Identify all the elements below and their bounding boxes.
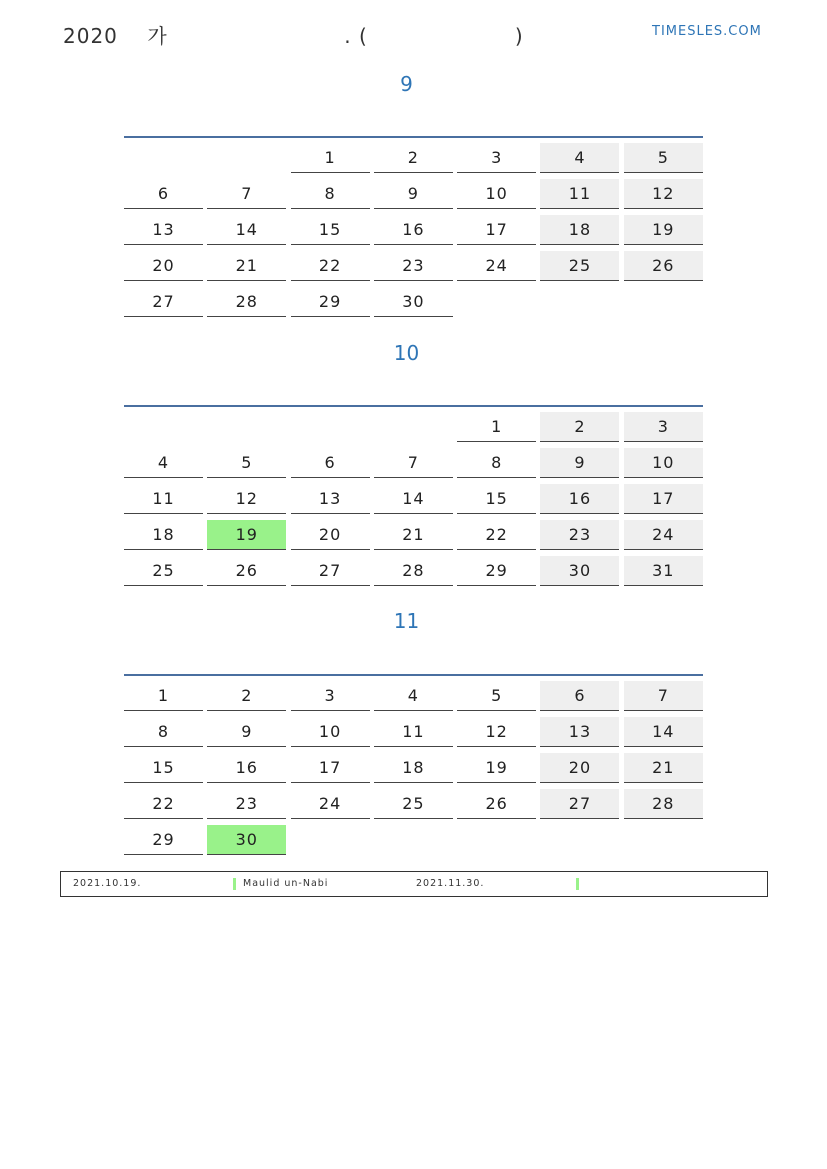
day-cell: 3 bbox=[291, 681, 370, 711]
day-cell: 25 bbox=[124, 556, 203, 586]
day-cell: 1 bbox=[291, 143, 370, 173]
day-cell: 14 bbox=[374, 484, 453, 514]
day-cell: 18 bbox=[374, 753, 453, 783]
weekend-day-cell: 30 bbox=[540, 556, 619, 586]
empty-day-cell bbox=[124, 412, 203, 442]
day-cell: 10 bbox=[457, 179, 536, 209]
empty-day-cell bbox=[624, 825, 703, 855]
day-cell: 17 bbox=[291, 753, 370, 783]
weekend-day-cell: 26 bbox=[624, 251, 703, 281]
day-cell: 5 bbox=[457, 681, 536, 711]
day-cell: 12 bbox=[207, 484, 286, 514]
weekend-day-cell: 5 bbox=[624, 143, 703, 173]
day-cell: 1 bbox=[124, 681, 203, 711]
weekend-day-cell: 25 bbox=[540, 251, 619, 281]
day-cell: 7 bbox=[207, 179, 286, 209]
page-title: 2020 가 . ( ) bbox=[63, 24, 524, 48]
day-cell: 16 bbox=[374, 215, 453, 245]
weekend-day-cell: 23 bbox=[540, 520, 619, 550]
day-cell: 8 bbox=[124, 717, 203, 747]
calendar-november bbox=[124, 674, 703, 861]
weekend-day-cell: 13 bbox=[540, 717, 619, 747]
weekend-day-cell: 7 bbox=[624, 681, 703, 711]
day-cell: 23 bbox=[207, 789, 286, 819]
day-cell: 28 bbox=[207, 287, 286, 317]
weekend-day-cell: 18 bbox=[540, 215, 619, 245]
empty-day-cell bbox=[207, 143, 286, 173]
weekend-day-cell: 11 bbox=[540, 179, 619, 209]
weekend-day-cell: 12 bbox=[624, 179, 703, 209]
holiday-legend bbox=[60, 871, 768, 897]
site-brand-link[interactable]: TIMESLES.COM bbox=[652, 24, 762, 39]
day-cell: 22 bbox=[457, 520, 536, 550]
weekend-day-cell: 20 bbox=[540, 753, 619, 783]
month-title-september: 9 bbox=[400, 72, 413, 96]
weekend-day-cell: 3 bbox=[624, 412, 703, 442]
day-cell: 21 bbox=[207, 251, 286, 281]
day-cell: 2 bbox=[374, 143, 453, 173]
holiday-color-swatch bbox=[233, 878, 236, 890]
day-cell: 13 bbox=[124, 215, 203, 245]
day-cell: 21 bbox=[374, 520, 453, 550]
day-cell: 13 bbox=[291, 484, 370, 514]
weekend-day-cell: 2 bbox=[540, 412, 619, 442]
day-cell: 24 bbox=[291, 789, 370, 819]
day-cell: 27 bbox=[291, 556, 370, 586]
day-cell: 24 bbox=[457, 251, 536, 281]
weekend-day-cell: 28 bbox=[624, 789, 703, 819]
day-cell: 29 bbox=[291, 287, 370, 317]
day-cell: 6 bbox=[291, 448, 370, 478]
weekend-day-cell: 14 bbox=[624, 717, 703, 747]
day-cell: 11 bbox=[124, 484, 203, 514]
month-title-october: 10 bbox=[393, 341, 420, 365]
day-cell: 5 bbox=[207, 448, 286, 478]
weekend-day-cell: 9 bbox=[540, 448, 619, 478]
legend-date-2: 2021.11.30. bbox=[416, 878, 485, 889]
day-cell: 25 bbox=[374, 789, 453, 819]
day-cell: 20 bbox=[124, 251, 203, 281]
day-cell: 26 bbox=[457, 789, 536, 819]
day-cell: 2 bbox=[207, 681, 286, 711]
day-cell: 19 bbox=[457, 753, 536, 783]
day-cell: 17 bbox=[457, 215, 536, 245]
day-cell: 30 bbox=[374, 287, 453, 317]
weekend-day-cell: 27 bbox=[540, 789, 619, 819]
weekend-day-cell: 21 bbox=[624, 753, 703, 783]
holiday-day-cell: 30 bbox=[207, 825, 286, 855]
day-cell: 12 bbox=[457, 717, 536, 747]
day-cell: 11 bbox=[374, 717, 453, 747]
weekend-day-cell: 4 bbox=[540, 143, 619, 173]
day-cell: 9 bbox=[207, 717, 286, 747]
day-cell: 14 bbox=[207, 215, 286, 245]
day-cell: 26 bbox=[207, 556, 286, 586]
day-cell: 3 bbox=[457, 143, 536, 173]
weekend-day-cell: 19 bbox=[624, 215, 703, 245]
day-cell: 18 bbox=[124, 520, 203, 550]
day-cell: 4 bbox=[124, 448, 203, 478]
weekend-day-cell: 24 bbox=[624, 520, 703, 550]
empty-day-cell bbox=[291, 825, 370, 855]
empty-day-cell bbox=[457, 287, 536, 317]
weekend-day-cell: 10 bbox=[624, 448, 703, 478]
day-cell: 7 bbox=[374, 448, 453, 478]
day-cell: 9 bbox=[374, 179, 453, 209]
day-cell: 22 bbox=[124, 789, 203, 819]
day-cell: 28 bbox=[374, 556, 453, 586]
calendar-october bbox=[124, 405, 703, 592]
holiday-day-cell: 19 bbox=[207, 520, 286, 550]
calendar-september bbox=[124, 136, 703, 323]
weekend-day-cell: 17 bbox=[624, 484, 703, 514]
empty-day-cell bbox=[291, 412, 370, 442]
day-cell: 23 bbox=[374, 251, 453, 281]
day-cell: 16 bbox=[207, 753, 286, 783]
day-cell: 8 bbox=[291, 179, 370, 209]
weekend-day-cell: 16 bbox=[540, 484, 619, 514]
legend-holiday-name-1: Maulid un-Nabi bbox=[243, 878, 329, 889]
day-cell: 15 bbox=[291, 215, 370, 245]
empty-day-cell bbox=[624, 287, 703, 317]
weekend-day-cell: 31 bbox=[624, 556, 703, 586]
day-cell: 15 bbox=[124, 753, 203, 783]
day-cell: 4 bbox=[374, 681, 453, 711]
month-title-november: 11 bbox=[393, 609, 420, 633]
day-cell: 6 bbox=[124, 179, 203, 209]
day-cell: 27 bbox=[124, 287, 203, 317]
day-cell: 15 bbox=[457, 484, 536, 514]
holiday-color-swatch bbox=[576, 878, 579, 890]
empty-day-cell bbox=[540, 287, 619, 317]
empty-day-cell bbox=[207, 412, 286, 442]
day-cell: 1 bbox=[457, 412, 536, 442]
day-cell: 8 bbox=[457, 448, 536, 478]
empty-day-cell bbox=[374, 412, 453, 442]
day-cell: 29 bbox=[457, 556, 536, 586]
day-cell: 20 bbox=[291, 520, 370, 550]
day-cell: 10 bbox=[291, 717, 370, 747]
empty-day-cell bbox=[374, 825, 453, 855]
weekend-day-cell: 6 bbox=[540, 681, 619, 711]
empty-day-cell bbox=[540, 825, 619, 855]
empty-day-cell bbox=[457, 825, 536, 855]
legend-date-1: 2021.10.19. bbox=[73, 878, 142, 889]
day-cell: 29 bbox=[124, 825, 203, 855]
day-cell: 22 bbox=[291, 251, 370, 281]
empty-day-cell bbox=[124, 143, 203, 173]
